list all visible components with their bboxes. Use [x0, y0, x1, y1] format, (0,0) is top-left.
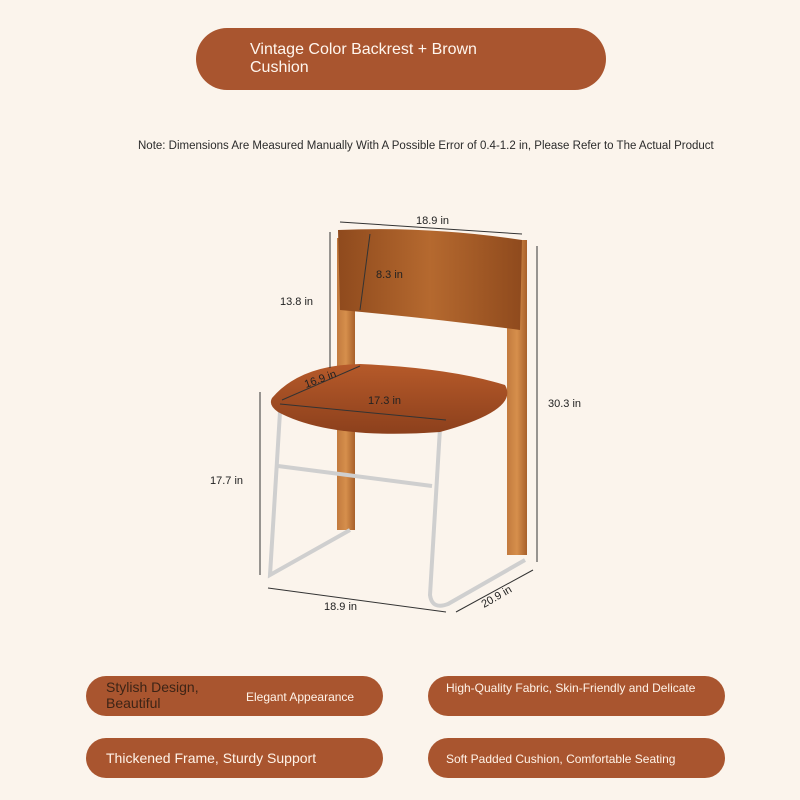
dim-seat-height: 17.7 in [210, 475, 244, 487]
dim-backrest-height: 8.3 in [376, 269, 403, 281]
measurement-note: Note: Dimensions Are Measured Manually With A Possible Error of 0.4-1.2 in, Please Refer to The Actual Product [138, 140, 714, 152]
dim-total-height: 30.3 in [548, 398, 582, 410]
feature-pill-cushion [428, 738, 725, 778]
dim-seat-width: 17.3 in [368, 395, 402, 407]
feature-design-label: Stylish Design, Beautiful [106, 679, 199, 711]
title-line-1: Vintage Color Backrest + Brown [250, 41, 477, 58]
feature-cushion-label: Soft Padded Cushion, Comfortable Seating [446, 752, 676, 766]
feature-pill-fabric [428, 676, 725, 716]
dim-back-to-seat: 13.8 in [280, 296, 314, 308]
chrome-frame [270, 412, 525, 606]
feature-fabric-label: High-Quality Fabric, Skin-Friendly and Delicate [446, 681, 696, 695]
dim-base-depth: 20.9 in [479, 583, 515, 611]
dim-base-width: 18.9 in [324, 601, 358, 613]
feature-pill-design [86, 676, 383, 716]
title-line-2: Cushion [250, 59, 309, 76]
dim-backrest-width: 18.9 in [416, 215, 450, 227]
feature-frame-label: Thickened Frame, Sturdy Support [106, 750, 317, 766]
backrest-panel [338, 229, 522, 330]
dim-seat-depth: 16.9 in [302, 368, 339, 391]
feature-pill-frame [86, 738, 383, 778]
feature-elegant-label: Elegant Appearance [246, 690, 355, 704]
